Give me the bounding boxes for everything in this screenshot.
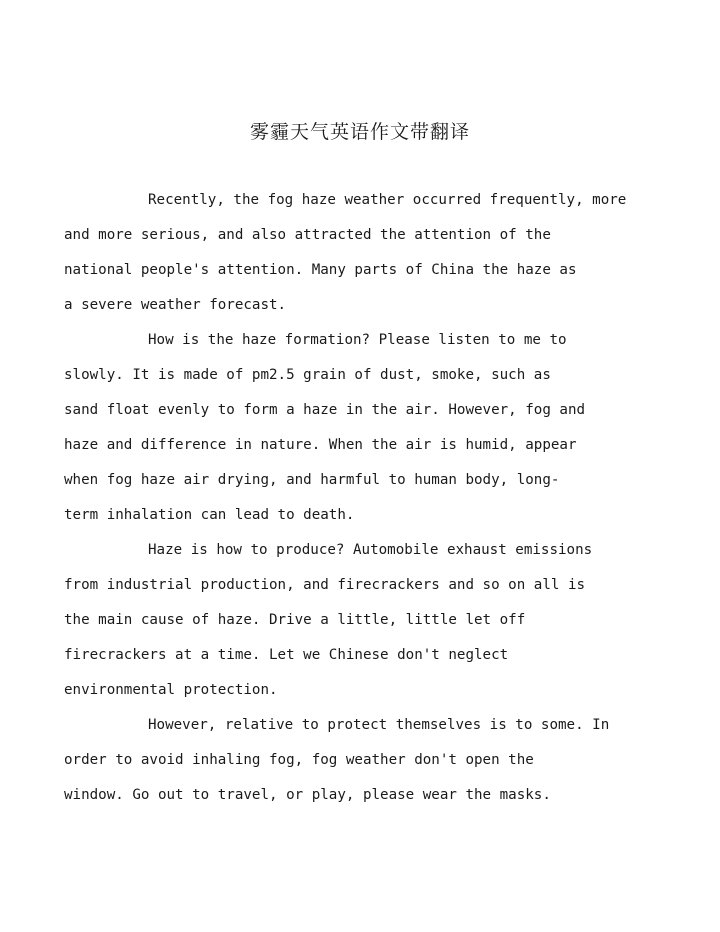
paragraph-1 [64,183,627,323]
text-line: and more serious, and also attracted the attention of the [64,227,551,243]
text-line: However, relative to protect themselves is to some. In [148,717,610,733]
text-line: environmental protection. [64,682,278,698]
text-line: the main cause of haze. Drive a little, little let off [64,612,526,628]
text-line: firecrackers at a time. Let we Chinese don't neglect [64,647,509,663]
text-line: sand float evenly to form a haze in the air. However, fog and [64,402,586,418]
text-line: slowly. It is made of pm2.5 grain of dust, smoke, such as [64,367,551,383]
text-line: How is the haze formation? Please listen to me to [148,332,567,348]
text-line: national people's attention. Many parts of China the haze as [64,262,577,278]
paragraph-2 [64,323,616,533]
paragraph-3 [64,533,616,708]
document-title: 雾霾天气英语作文带翻译 [249,121,470,143]
text-line: order to avoid inhaling fog, fog weather don't open the [64,752,534,768]
document-body [64,183,627,813]
text-line: when fog haze air drying, and harmful to human body, long- [64,472,560,488]
text-line: Haze is how to produce? Automobile exhaust emissions [148,542,593,558]
text-line: window. Go out to travel, or play, please wear the masks. [64,787,551,803]
text-line: term inhalation can lead to death. [64,507,355,523]
text-line: a severe weather forecast. [64,297,287,313]
text-line: from industrial production, and firecrackers and so on all is [64,577,586,593]
text-line: haze and difference in nature. When the air is humid, appear [64,437,577,453]
paragraph-4 [64,708,616,813]
text-line: Recently, the fog haze weather occurred frequently, more [148,192,627,208]
